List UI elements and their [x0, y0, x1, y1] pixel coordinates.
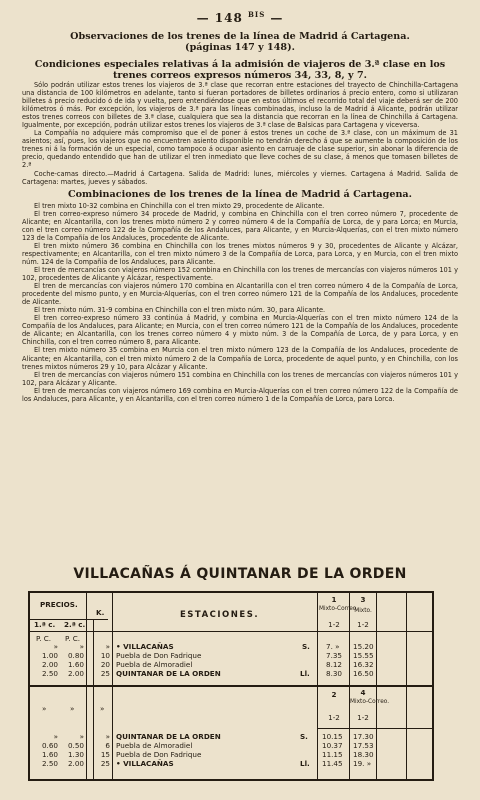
station-name: QUINTANAR DE LA ORDEN — [116, 669, 221, 678]
time-train-1: 7. » — [326, 642, 340, 651]
time-train-4: 19. » — [353, 759, 372, 768]
station-name: Puebla de Almoradiel — [116, 741, 193, 750]
station-name: • VILLACAÑAS — [116, 642, 174, 651]
station-mark: S. — [300, 732, 308, 741]
train-1-class: 1-2 — [328, 620, 340, 629]
station-name: Puebla de Don Fadrique — [116, 750, 202, 759]
price-first-class: » — [53, 732, 58, 741]
combination-paragraph: El tren de mercancías con viajeros número 169 combina en Murcia-Alquerías con el tren correo número 122 de la Compañía de los Andaluces, para Alicante, y en Alcantarilla, con el tren correo número 1 de la Compañía de Lorca, para Lorca. — [22, 386, 458, 403]
time-train-3: 16.32 — [353, 660, 374, 669]
observations-title-text: Observaciones de los trenes de la línea de Madrid á Cartagena. — [70, 31, 410, 42]
station-mark: S. — [302, 642, 310, 651]
ditto-mark: » — [42, 704, 47, 713]
sleeper-car-note: Coche-camas directo.—Madrid á Cartagena. Salida de Madrid: lunes, miércoles y viernes. Cartagena á Madrid. Salida de Cartagena: martes, jueves y sábados. — [22, 169, 458, 186]
train-2-class: 1-2 — [328, 713, 340, 722]
train-1-type: Mixto-Correo. — [319, 606, 359, 612]
km-value: 25 — [100, 759, 110, 768]
km-value: » — [105, 642, 110, 651]
train-3-number: 3 — [360, 595, 366, 604]
pc-label: P. C. — [65, 634, 81, 643]
time-train-1: 8.12 — [326, 660, 343, 669]
price-second-class: » — [79, 642, 84, 651]
price-first-class: 2.00 — [41, 660, 58, 669]
pc-label: P. C. — [36, 634, 52, 643]
train-4-number: 4 — [360, 688, 366, 697]
observations-subtitle: (páginas 147 y 148). — [185, 42, 295, 53]
station-name: Puebla de Don Fadrique — [116, 651, 202, 660]
price-second-class: 2.00 — [67, 669, 84, 678]
km-value: 10 — [100, 651, 110, 660]
price-first-class: 1.00 — [41, 651, 58, 660]
station-name: • VILLACAÑAS — [116, 759, 174, 768]
row-rule — [30, 631, 432, 632]
price-second-class: 1.60 — [67, 660, 84, 669]
train-4-type: Mixto-Correo. — [350, 699, 390, 705]
page-number-suffix: BIS — [248, 10, 266, 19]
station-mark: Ll. — [300, 759, 310, 768]
section-rule — [30, 685, 432, 687]
timetable — [28, 591, 434, 781]
time-train-2: 10.15 — [322, 732, 343, 741]
time-train-2: 11.45 — [322, 759, 343, 768]
ditto-mark: » — [70, 704, 75, 713]
conditions-title: Condiciones especiales relativas á la admisión de viajeros de 3.ª clase en los trenes correos expresos números 34, 33, 8, y 7. — [34, 59, 446, 81]
price-second-class: 1.30 — [67, 750, 84, 759]
combination-paragraph: El tren mixto 10-32 combina en Chinchilla con el tren mixto 29, procedente de Alicante. — [34, 201, 325, 210]
train-3-class: 1-2 — [357, 620, 369, 629]
price-first-class: 0.60 — [41, 741, 58, 750]
observations-title — [22, 31, 458, 53]
train-3-type: Mixto. — [354, 608, 372, 614]
estaciones-header: ESTACIONES. — [180, 610, 260, 620]
km-value: 25 — [100, 669, 110, 678]
page-number-value: 148 — [214, 11, 243, 25]
price-second-class: 0.80 — [67, 651, 84, 660]
price-second-class: 2.00 — [67, 759, 84, 768]
price-second-class: » — [79, 732, 84, 741]
ditto-mark: » — [100, 704, 105, 713]
km-value: 20 — [100, 660, 110, 669]
time-train-1: 7.35 — [326, 651, 343, 660]
km-header: K. — [96, 608, 105, 617]
page-number: — 148 $^{BIS}$ — — [196, 10, 284, 25]
price-first-class: » — [53, 642, 58, 651]
combination-paragraph: El tren correo-expreso número 33 continúa á Madrid, y combina en Murcia-Alquerías con el tren mixto número 124 de la Compañía de los Andaluces, para Alicante; en Murcia, con el tren correo número 121 de la Compañía de los Andaluces, procedente de Alicante; en Alcantarilla, con los trenes correo número 4 y mixto núm. 3 de la Compañía de Lorca, de y para Lorca, y en Chinchilla, con el tren correo número 8, para Alicante. — [22, 314, 458, 347]
combination-paragraph: El tren correo-expreso número 34 procede de Madrid, y combina en Chinchilla con el tren correo número 7, procedente de Alicante; en Alcantarilla, con los trenes mixto número 2 y correo número 4 de la Compañía de Lorca, de y para Lorca; en Murcia, con el tren correo número 122 de la Compañía de los Andaluces, para Alicante, y en Murcia-Alquerías, con el tren mixto número 123 de la Compañía de los Andaluces, procedente de Alicante. — [22, 209, 458, 242]
price-first-class: 1.60 — [41, 750, 58, 759]
station-name: Puebla de Almoradiel — [116, 660, 193, 669]
price-second-class: 0.50 — [67, 741, 84, 750]
class1-header: 1.ª c. — [34, 620, 56, 629]
time-train-2: 10.37 — [322, 741, 343, 750]
combination-paragraph: El tren mixto núm. 31-9 combina en Chinchilla con el tren mixto núm. 30, para Alicante. — [34, 306, 326, 315]
class2-header: 2.ª c. — [64, 620, 86, 629]
combination-paragraph: El tren de mercancías con viajeros número 170 combina en Alcantarilla con el tren correo número 4 de la Compañía de Lorca, procedente del mismo punto, y en Murcia-Alquerías, con el tren correo número 121 de la Compañía de los Andaluces, procedente de Alicante. — [22, 282, 458, 307]
conditions-paragraph: La Compañía no adquiere más compromiso que el de poner á estos trenes un coche de 3.ª clase, con un máximum de 31 asientos; así, pues, los viajeros que no encuentren asiento disponible no tendrán derecho á que se aumente la composición de los trenes ni á la formación de un especial, como tampoco á ocupar asiento en carruaje de clase superior, sin abonar la diferencia de precio, quedando entendido que han de utilizar el tren inmediato que lleve coches de su clase, á menos que tomasen billetes de 2.ª — [22, 129, 458, 170]
combination-paragraph: El tren mixto número 35 combina en Murcia con el tren mixto número 123 de la Compañía de los Andaluces, procedente de Alicante; en Alcantarilla, con el tren mixto número 2 de la Compañía de Lorca, procedente de aquel punto, y en Chinchilla, con los trenes mixtos números 29 y 10, para Alcázar y Alicante. — [22, 346, 458, 371]
train-1-number: 1 — [331, 595, 337, 604]
conditions-paragraph: Sólo podrán utilizar estos trenes los viajeros de 3.ª clase que recorran entre estaciones del trayecto de Chinchilla-Cartagena una distancia de 100 kilómetros en adelante, tanto si fueran portadores de billetes ordinarios á precio entero, como si utilizaran billetes á precio reducido ó de ida y vuelta, pero entendiéndose que en estos últimos el recorrido total del viaje deberá ser de 200 kilómetros ó más. Por excepción, los viajeros de 3.ª para las líneas combinadas, incluso la de Madrid á Alicante, podrán utilizar estos trenes correos con billetes de 3.ª clase, cualquiera que sea la distancia que recorran en la línea de Chinchilla á Cartagena. Igualmente, por excepción, podrán utilizar estos trenes los viajeros de 3.ª clase de Balsicas para Cartagena y viceversa. — [22, 81, 458, 130]
route-title: VILLACAÑAS Á QUINTANAR DE LA ORDEN — [73, 566, 407, 582]
time-train-4: 18.30 — [353, 750, 374, 759]
km-value: 6 — [105, 741, 110, 750]
precios-header: PRECIOS. — [40, 600, 78, 609]
station-mark: Ll. — [300, 669, 310, 678]
row-rule — [317, 728, 432, 729]
time-train-3: 15.20 — [353, 642, 374, 651]
train-2-number: 2 — [331, 690, 337, 699]
price-first-class: 2.50 — [41, 759, 58, 768]
time-train-3: 15.55 — [353, 651, 374, 660]
price-first-class: 2.50 — [41, 669, 58, 678]
combinations-title: Combinaciones de los trenes de la línea de Madrid á Cartagena. — [68, 188, 412, 200]
time-train-2: 11.15 — [322, 750, 343, 759]
km-value: » — [105, 732, 110, 741]
time-train-4: 17.53 — [353, 741, 374, 750]
station-name: QUINTANAR DE LA ORDEN — [116, 732, 221, 741]
time-train-3: 16.50 — [353, 669, 374, 678]
time-train-1: 8.30 — [326, 669, 343, 678]
km-value: 15 — [100, 750, 110, 759]
combination-paragraph: El tren mixto número 36 combina en Chinchilla con los trenes mixtos números 9 y 30, procedentes de Alicante y Alcázar, respectivamente; en Alcantarilla, con el tren mixto número 3 de la Compañía de Lorca, para Lorca, y en Murcia, con el tren mixto núm. 124 de la Compañía de los Andaluces, para Alicante. — [22, 241, 458, 266]
combination-paragraph: El tren de mercancías con viajeros número 152 combina en Chinchilla con los trenes de mercancías con viajeros números 101 y 102, procedentes de Alicante y Alcázar, respectivamente. — [22, 265, 458, 283]
combination-paragraph: El tren de mercancías con viajeros número 151 combina en Chinchilla con los trenes de mercancías con viajeros números 101 y 102, para Alcázar y Alicante. — [22, 370, 458, 387]
train-4-class: 1-2 — [357, 713, 369, 722]
time-train-4: 17.30 — [353, 732, 374, 741]
